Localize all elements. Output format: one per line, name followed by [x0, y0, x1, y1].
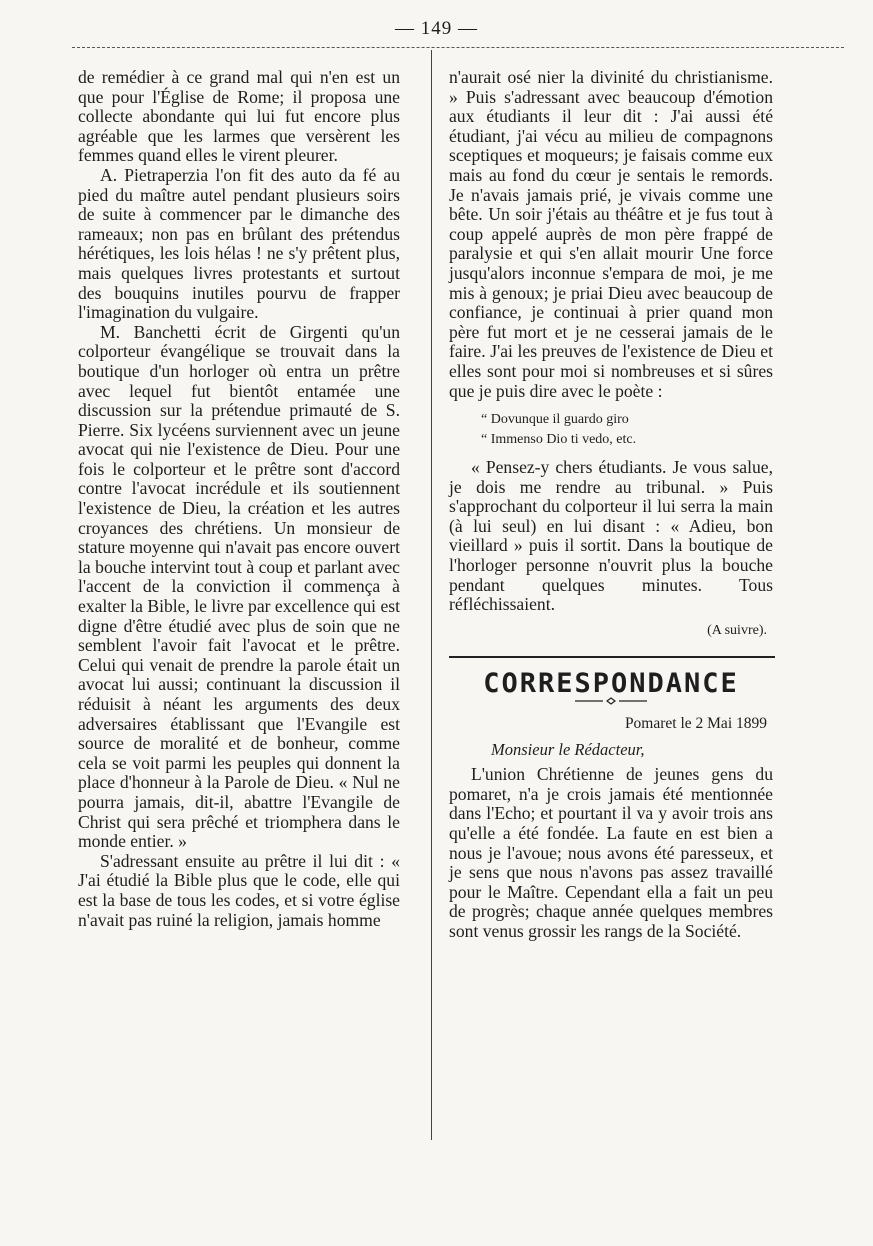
verse-line: “ Dovunque il guardo giro	[481, 412, 629, 428]
section-rule	[449, 656, 775, 658]
right-column	[449, 68, 773, 942]
left-column	[78, 68, 400, 930]
paragraph: M. Banchetti écrit de Girgenti qu'un colporteur évangélique se trouvait dans la boutique d'un horloger où entra un prêtre avec lequel fut bientôt entamée une discussion sur la prétendue primauté de S. Pierre. Six lycéens surviennent avec un jeune avocat qui nie l'existence de Dieu. Pour une fois le colporteur et le prêtre sont d'accord contre l'avocat incrédule et ils soutiennent l'existence de Dieu, la création et les autres croyances des chrétiens. Un monsieur de stature moyenne qui n'avait pas encore ouvert la bouche intervint tout à coup et parlant avec l'accent de la conviction il commença à exalter la Bible, le livre par excellence qui est digne d'être étudié avec plus de soin que ne semblent l'avoir fait l'avocat et le prêtre. Celui qui venait de prendre la parole était un avocat lui aussi; continuant la discussion il réduisit à néant les arguments des deux adversaires établissant que l'Evangile est source de moralité et de bonheur, comme cela se voit parmi les peuples qui donnent la place d'honneur à la Parole de Dieu. « Nul ne pourra jamais, dit-il, abattre l'Evangile de Christ qui sera prêché et triomphera dans le monde entier. »	[78, 321, 400, 852]
letter-salutation: Monsieur le Rédacteur,	[491, 739, 645, 759]
column-divider	[431, 50, 432, 1140]
header-rule	[72, 47, 844, 48]
paragraph: « Pensez-y chers étudiants. Je vous salue, je dois me rendre au tribunal. » Puis s'approchant du colporteur il lui serra la main (à lui seul) en lui disant : « Adieu, bon vieillard » puis il sortit. Dans la boutique de l'horloger personne n'ouvrit plus la bouche pendant quelques minutes. Tous réfléchissaient.	[449, 457, 773, 615]
section-title: CORRESPONDANCE	[483, 668, 739, 700]
letter-date: Pomaret le 2 Mai 1899	[624, 715, 767, 733]
continued-note: (A suivre).	[707, 622, 767, 638]
paragraph: n'aurait osé nier la divinité du christianisme. » Puis s'adressant avec beaucoup d'émotion aux étudiants il leur dit : J'ai aussi été étudiant, j'ai vécu au milieu de compagnons sceptiques et moqueurs; je faisais comme eux mais au fond du cœur je sentais le remords. Je n'avais jamais prié, je vivais comme une bête. Un soir j'étais au théâtre et je fus tout à coup appelé auprès de mon père frappé de paralysie et qui s'en allait mourir Une force jusqu'alors inconnue s'empara de moi, je me mis à genoux; je priai Dieu avec beaucoup de confiance, je continuai à prier quand mon père fut mort et je ne cesserai jamais de le faire. J'ai les preuves de l'existence de Dieu et elles sont pour moi si nombreuses et si sûres que je puis dire avec le poète :	[449, 67, 773, 401]
paragraph: A. Pietraperzia l'on fit des auto da fé au pied du maître autel pendant plusieurs soirs de suite à commencer par le dimanche des rameaux; non pas en brûlant des prétendus hérétiques, les lois hélas ! ne s'y prêtent plus, mais quelques livres protestants et surtout des bouquins inutiles pourvu de frapper l'imagination du vulgaire.	[78, 164, 400, 323]
verse-quote	[481, 410, 773, 450]
page-number: — 149 —	[395, 18, 478, 39]
verse-line: “ Immenso Dio ti vedo, etc.	[481, 432, 637, 448]
paragraph: S'adressant ensuite au prêtre il lui dit : « J'ai étudié la Bible plus que le code, elle qui est la base de tous les codes, et si votre église n'avait pas ruiné la religion, jamais homme	[78, 850, 400, 930]
paragraph: de remédier à ce grand mal qui n'en est un que pour l'Église de Rome; il proposa une collecte abondante qui lui fut encore plus agréable que les larmes que versèrent les femmes quand elles le virent pleurer.	[78, 67, 400, 166]
paragraph: L'union Chrétienne de jeunes gens du pomaret, n'a je crois jamais été mentionnée dans l'Echo; et pourtant il va y avoir trois ans qu'elle a été fondée. La faute en est bien a nous je l'avoue; nous avons été paresseux, et je sens que nous n'avons pas assez travaillé pour le Maître. Cependant ella a fait un peu de progrès; chaque année quelques membres sont venus grossir les rangs de la Société.	[449, 764, 773, 941]
